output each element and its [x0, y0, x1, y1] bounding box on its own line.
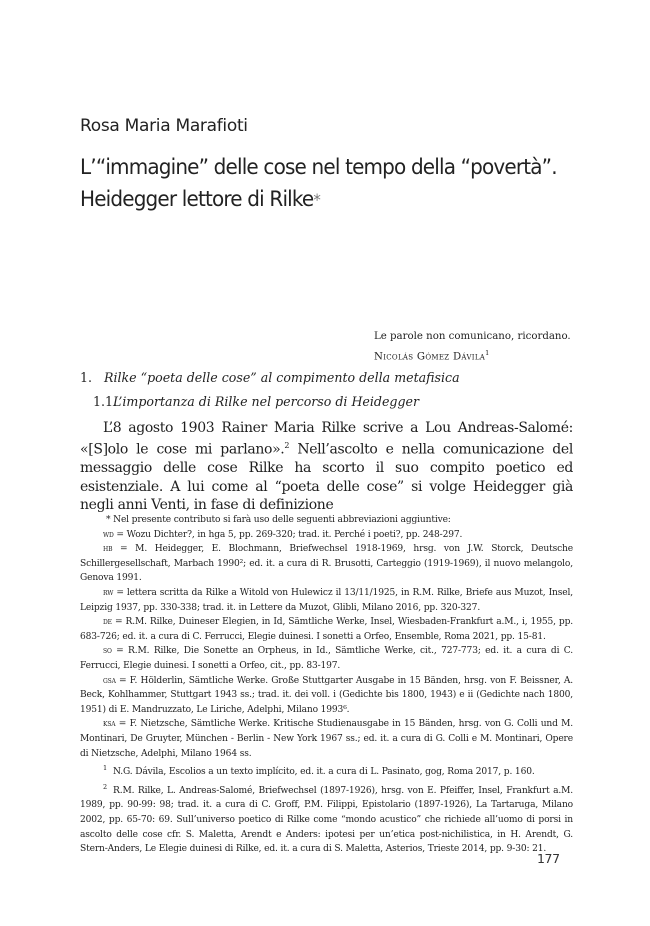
abbr-key: gsa	[103, 675, 116, 686]
section-title: Rilke “poeta delle cose” al compimento della metafisica	[104, 370, 460, 385]
abbr-text: = F. Nietzsche, Sämtliche Werke. Kritische Studienausgabe in 15 Bänden, hrsg. von G. Colli und M. Montinari, De Gruyter, München - Berlin - New York 1967 ss.; ed. it. a cura di G. Colli e M. Montinari, Opere di Nietzsche, Adelphi, Milano 1964 ss.	[80, 719, 573, 759]
epigraph-author: Nicolás Gómez Dávila	[374, 351, 486, 363]
abbr-text: = R.M. Rilke, Duineser Elegien, in Id, Sämtliche Werke, Insel, Wiesbaden-Frankfurt a.M., i, 1955, pp. 683-726; ed. it. a cura di C. Ferrucci, Elegie duinesi. I sonetti a Orfeo, Ensemble, Roma 2021, pp. 15-81.	[80, 617, 573, 642]
footnote-abbr-so	[80, 644, 573, 673]
abbr-text: = lettera scritta da Rilke a Witold von Hulewicz il 13/11/1925, in R.M. Rilke, Briefe aus Muzot, Insel, Leipzig 1937, pp. 330-338; trad. it. in Lettere da Muzot, Glibli, Milano 2016, pp. 320-327.	[80, 587, 573, 613]
body-text-1: L’8 agosto 1903 Rainer Maria Rilke scrive a Lou Andreas-Salomé: «[S]olo le cose mi parlano».	[80, 420, 573, 459]
author-name: Rosa Maria Marafioti	[80, 116, 248, 136]
title-line-1: L’“immagine” delle cose nel tempo della “povertà”.	[80, 155, 557, 180]
title-line-2-text: Heidegger lettore di Rilke	[80, 187, 314, 212]
footnote-2	[80, 780, 573, 857]
abbr-key: hb	[103, 544, 113, 555]
section-heading-1	[80, 370, 460, 385]
footnote-abbr-de	[80, 615, 573, 644]
body-paragraph	[80, 419, 573, 515]
abbr-key: wd	[103, 529, 114, 540]
footnote-number: 2	[103, 782, 107, 791]
footnote-abbr-wd	[80, 528, 573, 543]
footnote-text: N.G. Dávila, Escolios a un texto implícito, ed. it. a cura di L. Pasinato, gog, Roma 2017, p. 160.	[113, 767, 535, 778]
subsection-number: 1.1.	[93, 394, 118, 409]
footnotes	[80, 513, 573, 857]
epigraph	[374, 329, 604, 365]
footnote-abbr-hb	[80, 542, 573, 586]
abbr-text: = R.M. Rilke, Die Sonette an Orpheus, in Id., Sämtliche Werke, cit., 727-773; ed. it. a cura di C. Ferrucci, Elegie duinesi. I sonetti a Orfeo, cit., pp. 83-197.	[80, 646, 573, 671]
subsection-heading-1-1	[93, 394, 419, 409]
body-note-ref: 2	[284, 441, 290, 451]
abbr-text: = M. Heidegger, E. Blochmann, Briefwechsel 1918-1969, hrsg. von J.W. Storck, Deutsche Schillergesellschaft, Marbach 1990²; ed. it. a cura di R. Brusotti, Carteggio (1919-1969), il nuovo melangolo, Genova 1991.	[80, 544, 573, 584]
abbr-key: rw	[103, 587, 114, 598]
section-number: 1.	[80, 370, 93, 385]
epigraph-text: Le parole non comunicano, ricordano.	[374, 331, 571, 342]
epigraph-source	[374, 345, 604, 365]
subsection-title: L’importanza di Rilke nel percorso di Heidegger	[113, 394, 420, 409]
abbr-key: de	[103, 617, 112, 628]
footnote-abbr-gsa	[80, 674, 573, 718]
title-footnote-mark: *	[313, 190, 320, 209]
abbr-key: so	[103, 646, 112, 657]
title-line-2	[80, 184, 564, 216]
page-number: 177	[537, 851, 560, 866]
abbr-key: ksa	[103, 719, 116, 730]
footnote-abbr-rw	[80, 586, 573, 615]
epigraph-note-ref: 1	[485, 349, 490, 357]
footnote-abbr-ksa	[80, 717, 573, 761]
footnote-text: R.M. Rilke, L. Andreas-Salomé, Briefwechsel (1897-1926), hrsg. von E. Pfeiffer, Insel, Frankfurt a.M. 1989, pp. 90-99: 98; trad. it. a cura di C. Groff, P.M. Filippi, Epistolario (1897-1926), La Tartaruga, Milano 2002, pp. 65-70: 69. Sull’universo poetico di Rilke come “mondo acustico” che richiede all’uomo di porsi in ascolto delle cose cfr. S. Maletta, Arendt e Anders: ipotesi per un’etica post-nichilistica, in H. Arendt, G. Stern-Anders, Le Elegie duinesi di Rilke, ed. it. a cura di S. Maletta, Asterios, Trieste 2014, pp. 9-30: 21.	[80, 785, 573, 855]
footnote-number: 1	[103, 764, 107, 773]
abbr-text: = Wozu Dichter?, in hga 5, pp. 269-320; trad. it. Perché i poeti?, pp. 248-297.	[113, 529, 463, 540]
abbr-text: = F. Hölderlin, Sämtliche Werke. Große Stuttgarter Ausgabe in 15 Bänden, hrsg. von F. Beissner, A. Beck, Kohlhammer, Stuttgart 1943 ss.; trad. it. dei voll. i (Gedichte bis 1800, 1943) e ii (Gedichte nach 1800, 1951) di E. Mandruzzato, Le Liriche, Adelphi, Milano 1993⁶.	[80, 675, 573, 715]
footnote-star: * Nel presente contributo si farà uso delle seguenti abbreviazioni aggiuntive:	[106, 515, 451, 525]
footnote-1	[80, 761, 573, 780]
article-title	[80, 152, 564, 216]
body-text-2: Nell’ascolto e nella comunicazione del messaggio delle cose Rilke ha scorto il suo compito poetico ed esistenziale. A lui come al “poeta delle cose” si volge Heidegger già negli anni Venti, in fase di definizione	[80, 442, 573, 514]
